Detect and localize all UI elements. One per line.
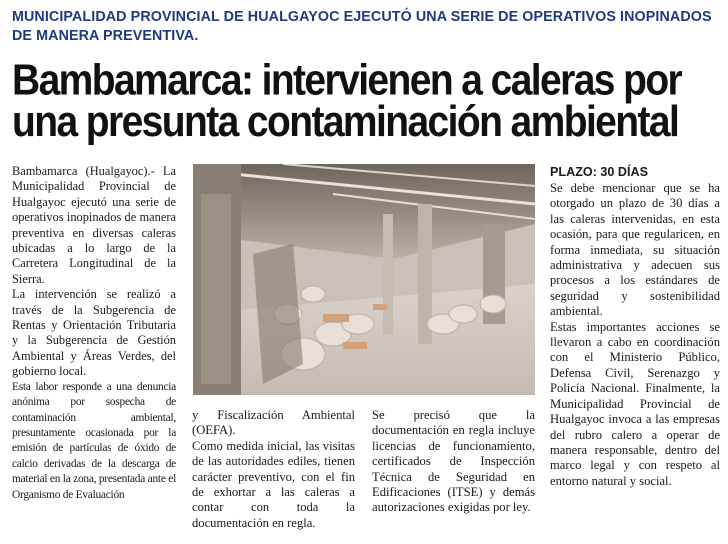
article-kicker: MUNICIPALIDAD PROVINCIAL DE HUALGAYOC EJECUTÓ UNA SERIE DE OPERATIVOS INOPINADOS DE MANERA PREVENTIVA. (12, 9, 712, 44)
article-column-1 (12, 164, 176, 503)
article-headline: Bambamarca: intervienen a caleras por una presunta contaminación ambiental (12, 56, 682, 147)
section-subhead: PLAZO: 30 DÍAS (550, 165, 648, 179)
paragraph-documentation: Se precisó que la documentación en regla incluye licencias de funcionamiento, certificados de Inspección Técnica de Seguridad en Edificaciones (ITSE) y demás autorizaciones exigidas por ley. (372, 408, 535, 515)
paragraph-oefa: y Fiscalización Ambiental (OEFA). (192, 408, 355, 438)
article-column-2 (192, 408, 355, 531)
factory-interior-photo (193, 164, 535, 395)
paragraph-intervention: La intervención se realizó a través de la Subgerencia de Rentas y Orientación Tributaria y la Subgerencia de Gestión Ambiental y Áreas Verdes, del gobierno local. (12, 287, 176, 379)
factory-interior-icon (193, 164, 535, 395)
article-column-4 (550, 164, 720, 489)
article-column-3 (372, 408, 535, 516)
paragraph-coordination: Estas importantes acciones se llevaron a cabo en coordinación con el Ministerio Público, Defensa Civil, Serenazgo y Policía Nacional. Finalmente, la Municipalidad Provincial de Hualgayoc invoca a las empresas del rubro calero a operar de manera responsable, dentro del marco legal y con respeto al entorno natural y social. (550, 319, 720, 488)
paragraph-initial-measure: Como medida inicial, las visitas de las autoridades ediles, tienen carácter preventivo, con el fin de exhortar a las caleras a contar con toda la documentación en regla. (192, 438, 355, 530)
paragraph-complaint: Esta labor responde a una denuncia anónima por sospecha de contaminación ambiental, presuntamente ocasionada por la emisión de partículas de óxido de calcio derivadas de la descarga de material en la zona, presentada ante el Organismo de Evaluación (12, 380, 176, 501)
paragraph-intro: Bambamarca (Hualgayoc).- La Municipalidad Provincial de Hualgayoc ejecutó una serie de operativos inopinados de manera preventiva en diversas caleras ubicadas a lo largo de la Carretera Longitudinal de la Sierra. (12, 164, 176, 286)
paragraph-deadline: Se debe mencionar que se ha otorgado un plazo de 30 días a las caleras intervenidas, en esta ocasión, para que regularicen, en forma inmediata, su situación administrativa y adecuen sus procesos a los estándares de seguridad y sostenibilidad ambiental. (550, 181, 720, 319)
